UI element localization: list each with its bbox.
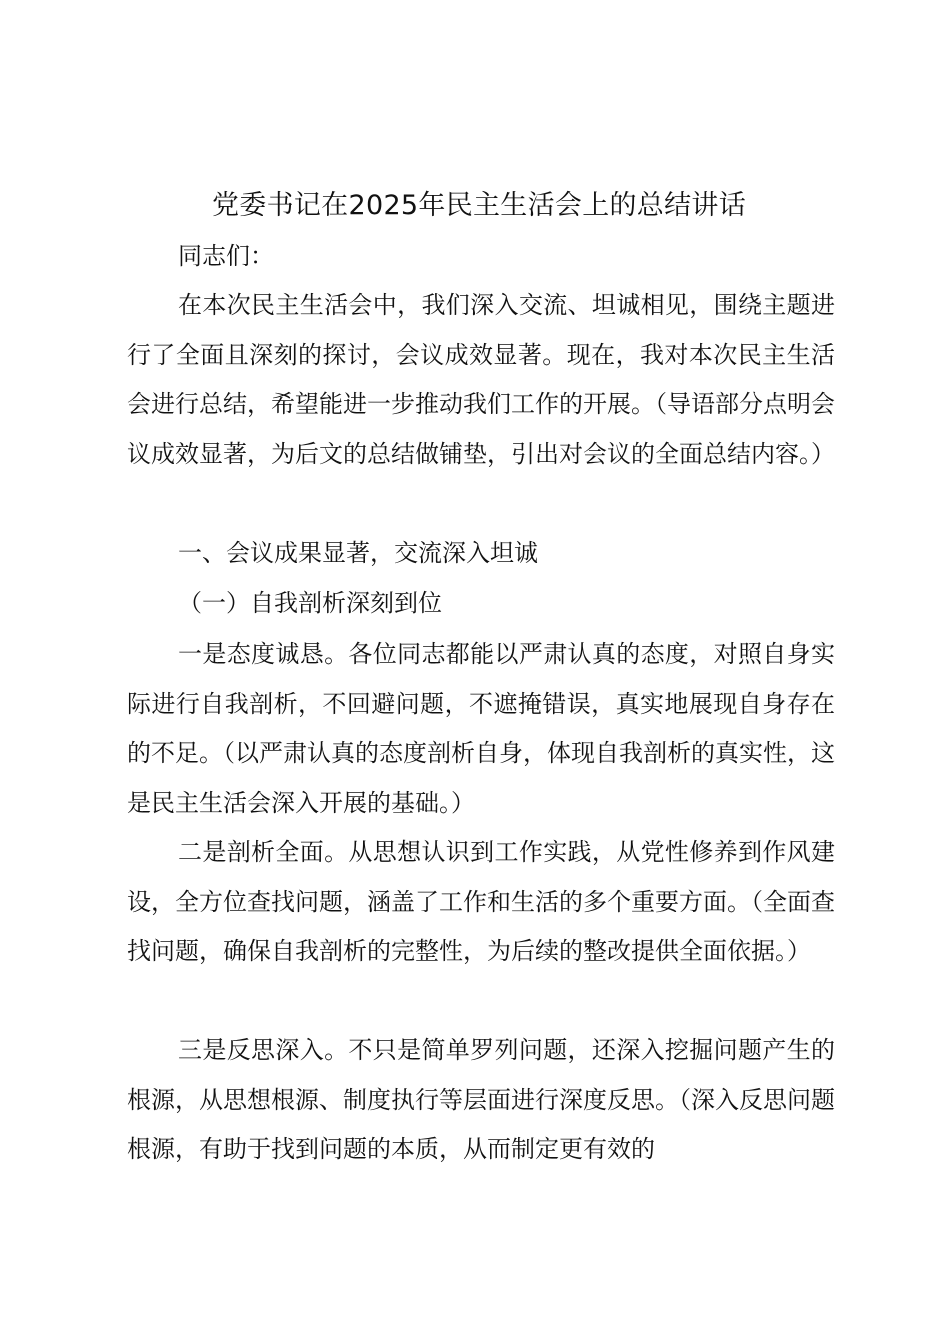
point-paragraph-1: 一是态度诚恳。各位同志都能以严肃认真的态度，对照自身实际进行自我剖析，不回避问题，不遮掩错误，真实地展现自身存在的不足。（以严肃认真的态度剖析自身，体现自我剖析的真实性，这是民主生活会深入开展的基础。） [127,640,835,817]
point-paragraph-3: 三是反思深入。不只是简单罗列问题，还深入挖掘问题产生的根源，从思想根源、制度执行等层面进行深度反思。（深入反思问题根源，有助于找到问题的本质，从而制定更有效的 [127,1036,835,1164]
point-paragraph-2: 二是剖析全面。从思想认识到工作实践，从党性修养到作风建设，全方位查找问题，涵盖了工作和生活的多个重要方面。（全面查找问题，确保自我剖析的完整性，为后续的整改提供全面依据。） [127,838,835,966]
subsection-heading: （一）自我剖析深刻到位 [178,589,442,617]
salutation: 同志们： [178,242,274,270]
document-title: 党委书记在2025年民主生活会上的总结讲话 [211,190,746,221]
intro-paragraph: 在本次民主生活会中，我们深入交流、坦诚相见，围绕主题进行了全面且深刻的探讨，会议成效显著。现在，我对本次民主生活会进行总结，希望能进一步推动我们工作的开展。（导语部分点明会议成效显著，为后文的总结做铺垫，引出对会议的全面总结内容。） [127,291,835,468]
section-heading: 一、会议成果显著，交流深入坦诚 [178,539,538,567]
